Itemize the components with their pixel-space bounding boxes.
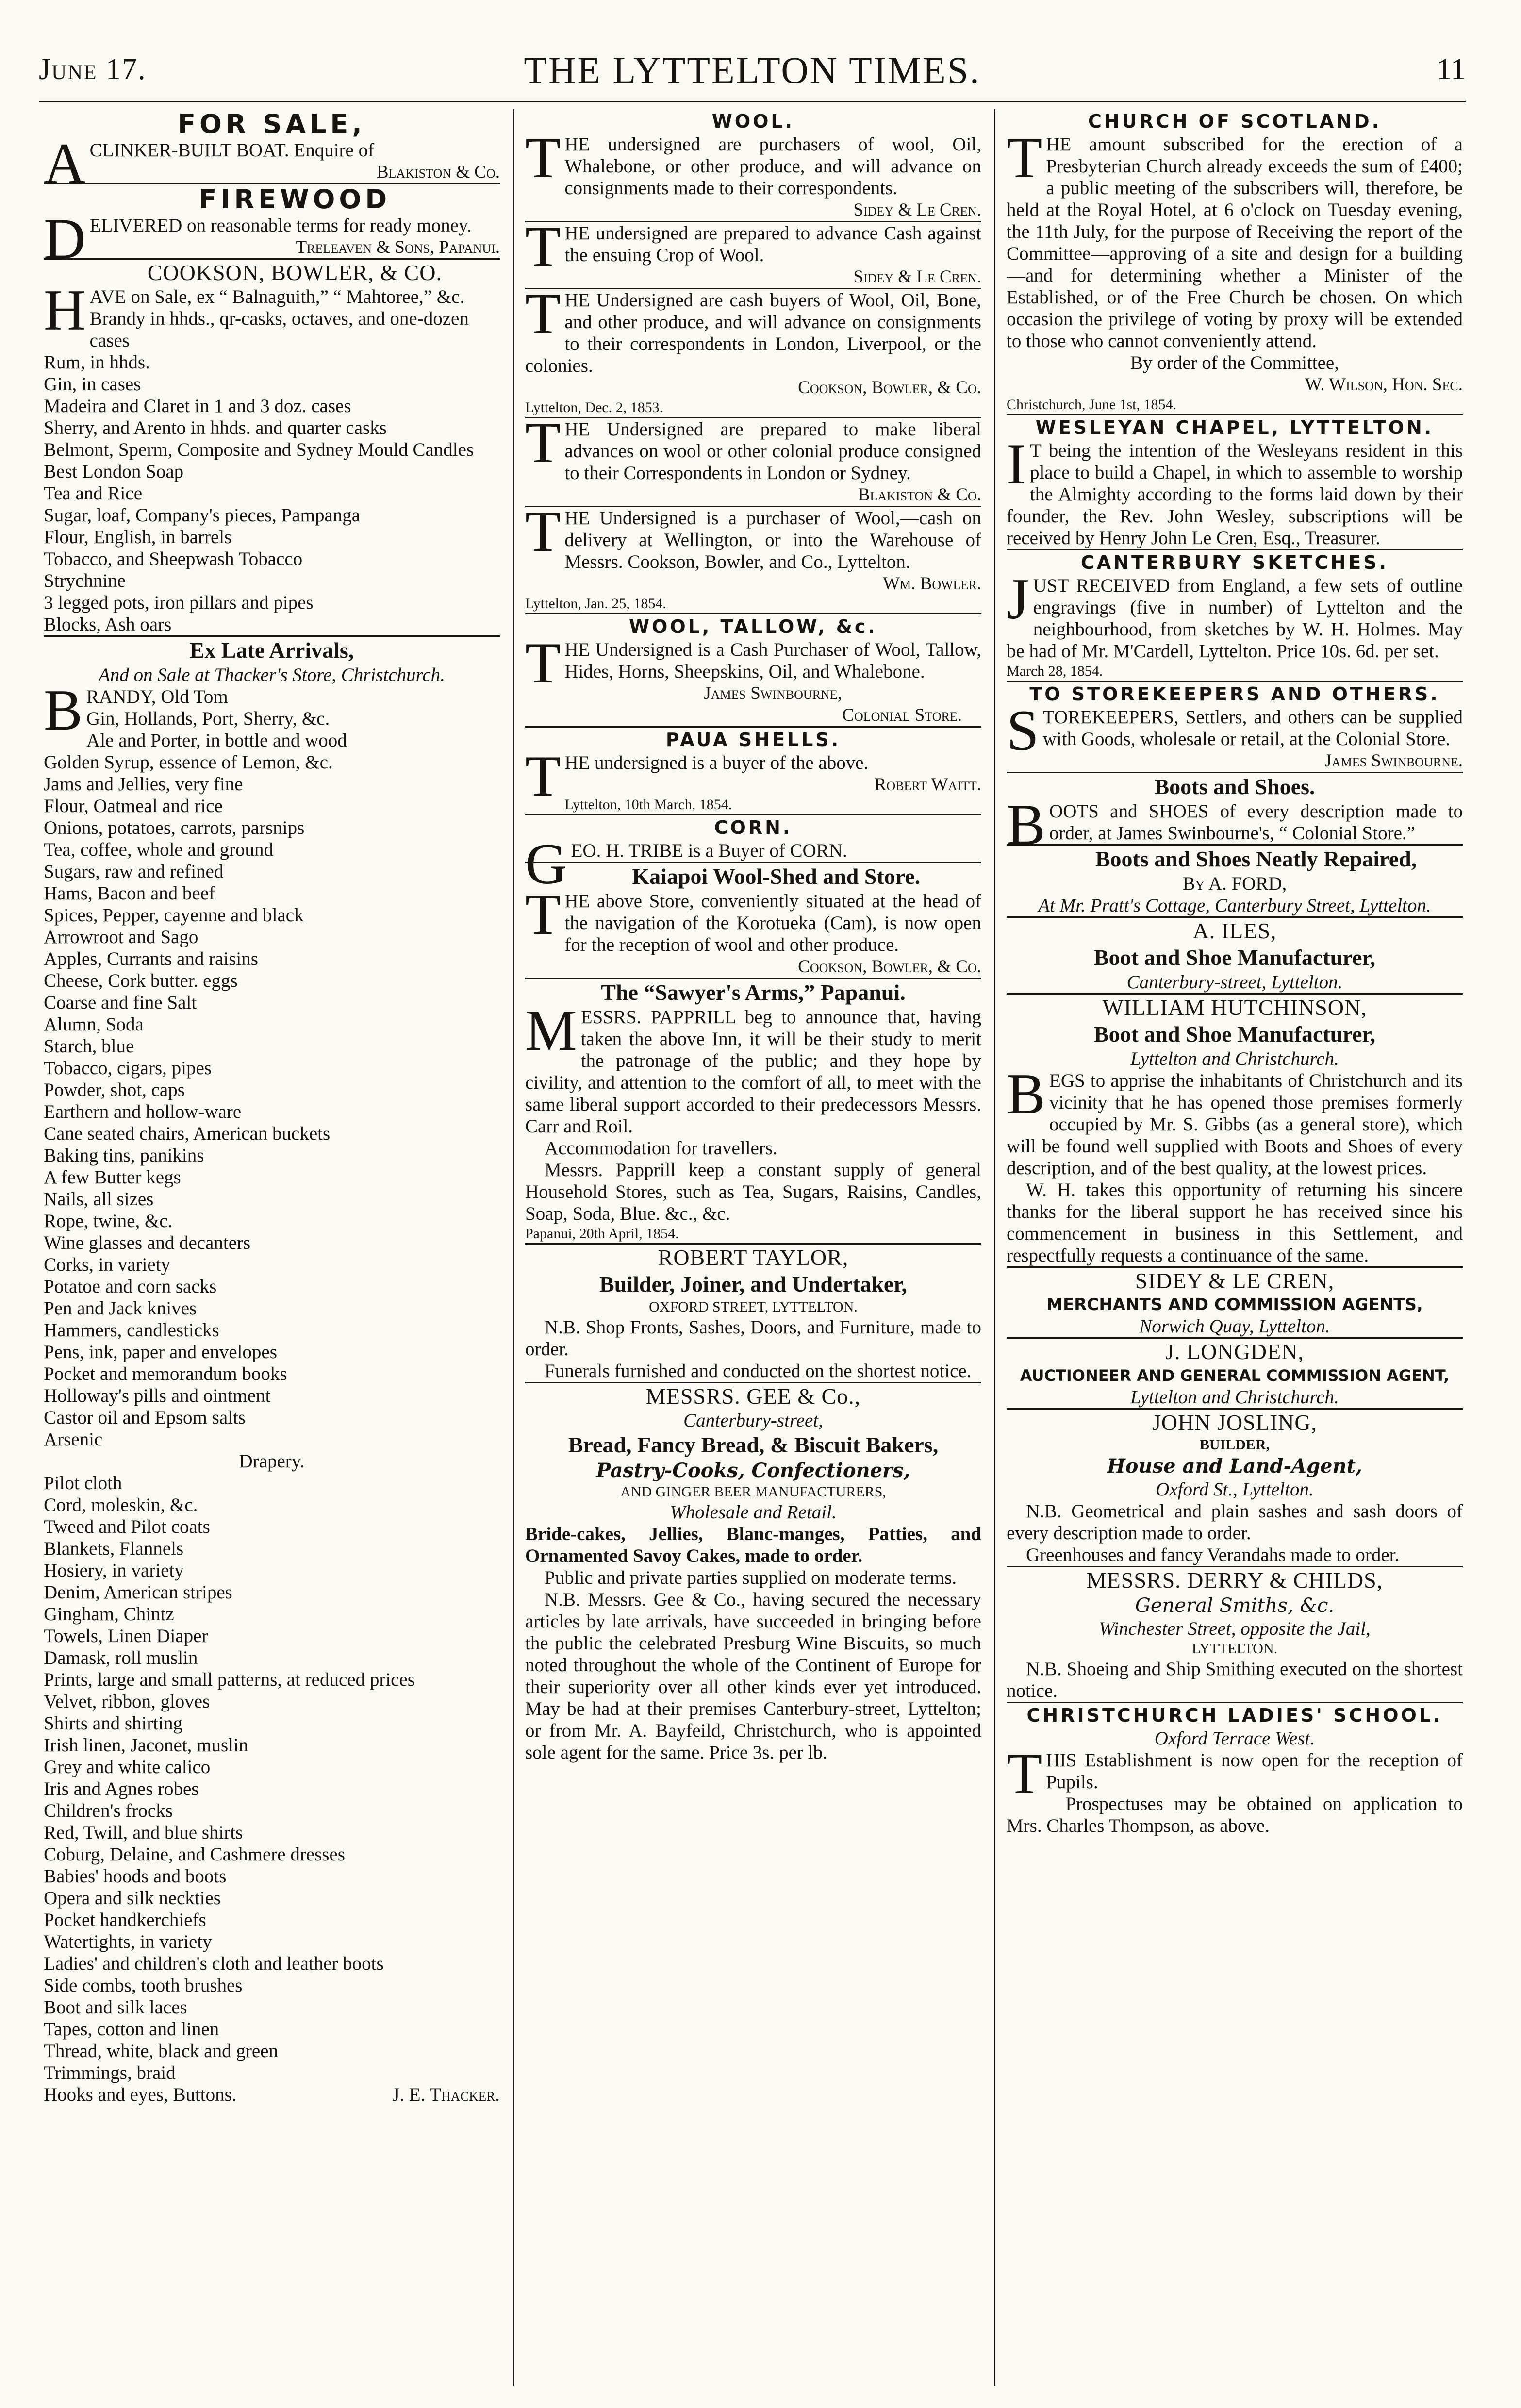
list-item: Tapes, cotton and linen bbox=[44, 2019, 219, 2040]
list-item: Pilot cloth bbox=[44, 1473, 122, 1494]
list-item: Spices, Pepper, cayenne and black bbox=[44, 905, 304, 926]
hutchinson-text: BEGS to apprise the inhabitants of Christchurch and its vicinity that he has opened those premises formerly occupied by Mr. S. Gibbs (as a general store), which will be found well supplied with Boots and Shoes of every description, and of the best quality, at the lowest prices. bbox=[1007, 1062, 1463, 1179]
ladies-prospectus: Prospectuses may be obtained on application to Mrs. Charles Thompson, as above. bbox=[1007, 1794, 1463, 1836]
list-item: Hams, Bacon and beef bbox=[44, 883, 215, 904]
josling-address: Oxford St., Lyttelton. bbox=[1156, 1479, 1314, 1500]
iles-address: Canterbury-street, Lyttelton. bbox=[1126, 972, 1343, 993]
wool-ad-2-signature: Sidey & Le Cren. bbox=[853, 267, 981, 287]
list-item: Side combs, tooth brushes bbox=[44, 1975, 243, 1996]
boots-text: BOOTS and SHOES of every description made to order, at James Swinbourne's, “ Colonial Store.” bbox=[1007, 792, 1463, 857]
tallow-signature: James Swinbourne, bbox=[704, 683, 842, 703]
list-item: Cord, moleskin, &c. bbox=[44, 1495, 198, 1515]
corn-heading: CORN. bbox=[714, 817, 793, 838]
gee-trade-3: AND GINGER BEER MANUFACTURERS, bbox=[620, 1484, 886, 1500]
sidey-heading: SIDEY & LE CREN, bbox=[1135, 1268, 1335, 1293]
boots-heading: Boots and Shoes. bbox=[1154, 774, 1315, 799]
sawyers-accommodation: Accommodation for travellers. bbox=[545, 1138, 777, 1159]
page-number: 11 bbox=[1437, 53, 1466, 86]
firewood-heading: FIREWOOD bbox=[198, 184, 391, 215]
forsale-signature: Blakiston & Co. bbox=[376, 162, 500, 182]
list-item: Pocket handkerchiefs bbox=[44, 1910, 206, 1930]
iles-trade: Boot and Shoe Manufacturer, bbox=[1093, 945, 1376, 970]
sketches-text: JUST RECEIVED from England, a few sets of outline engravings (five in number) of Lyttelton and the neighbourhood, from sketches by W. H. Holmes. May be had of Mr. M'Cardell, Lyttelton. Price 10s. 6d. per set. bbox=[1007, 566, 1463, 662]
list-item: A few Butter kegs bbox=[44, 1167, 181, 1188]
wool-ad-2-text: THE undersigned are prepared to advance Cash against the ensuing Crop of Wool. bbox=[525, 214, 981, 279]
wesleyan-text: IT being the intention of the Wesleyans resident in this place to build a Chapel, in which to assemble to worship the Almighty according to the forms laid down by their founder, the Rev. John Wesley, subscriptions will be received by Henry John Le Cren, Esq., Treasurer. bbox=[1007, 432, 1463, 548]
list-item: Powder, shot, caps bbox=[44, 1079, 185, 1100]
list-item: Coarse and fine Salt bbox=[44, 992, 197, 1013]
list-item: Ale and Porter, in bottle and wood bbox=[86, 730, 347, 751]
longden-trade: AUCTIONEER AND GENERAL COMMISSION AGENT, bbox=[1020, 1366, 1450, 1385]
ladies-heading: CHRISTCHURCH LADIES' SCHOOL. bbox=[1026, 1705, 1443, 1726]
gee-address: Canterbury-street, bbox=[683, 1410, 823, 1431]
storekeepers-signature: James Swinbourne. bbox=[1324, 751, 1463, 771]
list-item: Opera and silk neckties bbox=[44, 1888, 221, 1909]
list-item: Grey and white calico bbox=[44, 1757, 211, 1777]
list-item: Rope, twine, &c. bbox=[44, 1211, 173, 1231]
corn-text: GEO. H. TRIBE is a Buyer of CORN. bbox=[525, 831, 847, 896]
wool-ad-4-signature: Blakiston & Co. bbox=[858, 485, 981, 505]
storekeepers-text: STOREKEEPERS, Settlers, and others can be supplied with Goods, wholesale or retail, at the Colonial Store. bbox=[1007, 698, 1463, 763]
wesleyan-heading: WESLEYAN CHAPEL, LYTTELTON. bbox=[1035, 417, 1434, 438]
arrivals-last-line bbox=[44, 2084, 500, 2106]
list-item: Wine glasses and decanters bbox=[44, 1232, 251, 1253]
list-item: Pocket and memorandum books bbox=[44, 1363, 287, 1384]
taylor-note: N.B. Shop Fronts, Sashes, Doors, and Furniture, made to order. bbox=[525, 1317, 981, 1360]
list-item: Denim, American stripes bbox=[44, 1582, 232, 1603]
list-item: Blocks, Ash oars bbox=[44, 614, 172, 635]
wool-ad-3-text: THE Undersigned are cash buyers of Wool, Oil, Bone, and other produce, and will advance on consignments to their correspondents in London, Liverpool, or the colonies. bbox=[525, 281, 981, 376]
drapery-heading: Drapery. bbox=[239, 1451, 305, 1472]
firewood-text: DELIVERED on reasonable terms for ready money. bbox=[44, 206, 472, 271]
wool-ad-3-date: Lyttelton, Dec. 2, 1853. bbox=[525, 399, 663, 415]
list-item: Castor oil and Epsom salts bbox=[44, 1407, 246, 1428]
hutchinson-address: Lyttelton and Christchurch. bbox=[1130, 1048, 1339, 1069]
wool-ad-1-text: THE undersigned are purchasers of wool, Oil, Whalebone, or other produce, and will advance on consignments made to their correspondents. bbox=[525, 125, 981, 199]
taylor-trade: Builder, Joiner, and Undertaker, bbox=[599, 1272, 907, 1296]
list-item: Rum, in hhds. bbox=[44, 352, 150, 373]
sketches-heading: CANTERBURY SKETCHES. bbox=[1080, 552, 1389, 573]
list-item: Towels, Linen Diaper bbox=[44, 1626, 208, 1646]
arrivals-lead: BRANDY, Old Tom bbox=[44, 678, 228, 742]
gee-note: N.B. Messrs. Gee & Co., having secured the necessary articles by late arrivals, have succeeded in bringing before the public the celebrated Presburg Wine Biscuits, so much noted throughout the whole of the Continent of Europe for their superiority over all other kinds ever yet introduced. May be had at their premises Canterbury-street, Lyttelton; or from Mr. A. Bayfeild, Christchurch, who is appointed sole agent for the same. Price 3s. per lb. bbox=[525, 1589, 981, 1763]
list-item: Red, Twill, and blue shirts bbox=[44, 1822, 243, 1843]
hutchinson-heading: WILLIAM HUTCHINSON, bbox=[1102, 995, 1367, 1020]
ford-address: At Mr. Pratt's Cottage, Canterbury Street, Lyttelton. bbox=[1038, 895, 1431, 916]
longden-heading: J. LONGDEN, bbox=[1165, 1339, 1304, 1364]
gee-wholesale: Wholesale and Retail. bbox=[670, 1502, 837, 1523]
derry-heading: MESSRS. DERRY & CHILDS, bbox=[1086, 1568, 1383, 1593]
list-item: Flour, Oatmeal and rice bbox=[44, 796, 223, 816]
gee-parties: Public and private parties supplied on moderate terms. bbox=[545, 1567, 957, 1588]
church-date: Christchurch, June 1st, 1854. bbox=[1007, 397, 1176, 413]
sawyers-date: Papanui, 20th April, 1854. bbox=[525, 1226, 679, 1242]
forsale-heading: FOR SALE, bbox=[178, 109, 366, 139]
list-item: Ladies' and children's cloth and leather boots bbox=[44, 1953, 384, 1974]
list-item: Damask, roll muslin bbox=[44, 1647, 198, 1668]
josling-greenhouses: Greenhouses and fancy Verandahs made to order. bbox=[1026, 1544, 1400, 1565]
kaiapoi-text: THE above Store, conveniently situated at the head of the navigation of the Korotueka (Cam), is now open for the reception of wool and other produce. bbox=[525, 882, 981, 955]
taylor-funerals: Funerals furnished and conducted on the shortest notice. bbox=[545, 1361, 972, 1381]
list-item: Nails, all sizes bbox=[44, 1189, 154, 1210]
list-item: Pens, ink, paper and envelopes bbox=[44, 1342, 277, 1362]
list-item: Corks, in variety bbox=[44, 1254, 171, 1275]
paua-date: Lyttelton, 10th March, 1854. bbox=[564, 797, 732, 813]
list-item: Apples, Currants and raisins bbox=[44, 948, 258, 969]
taylor-address: OXFORD STREET, LYTTELTON. bbox=[649, 1299, 858, 1315]
arrivals-signature: J. E. Thacker. bbox=[392, 2084, 500, 2105]
list-item: Gin, Hollands, Port, Sherry, &c. bbox=[86, 708, 330, 729]
josling-note: N.B. Geometrical and plain sashes and sash doors of every description made to order. bbox=[1007, 1501, 1463, 1544]
list-item: Thread, white, black and green bbox=[44, 2041, 278, 2061]
cookson-heading: COOKSON, BOWLER, & CO. bbox=[147, 260, 442, 285]
sidey-address: Norwich Quay, Lyttelton. bbox=[1139, 1316, 1330, 1337]
ford-heading: Boots and Shoes Neatly Repaired, bbox=[1095, 847, 1417, 871]
list-item: Tea and Rice bbox=[44, 483, 142, 504]
church-signature: W. Wilson, Hon. Sec. bbox=[1305, 375, 1463, 395]
list-item: Boot and silk laces bbox=[44, 1997, 187, 2018]
list-item: Potatoe and corn sacks bbox=[44, 1276, 217, 1297]
list-item: Alumn, Soda bbox=[44, 1014, 144, 1035]
list-item: Sugar, loaf, Company's pieces, Pampanga bbox=[44, 505, 361, 526]
hutchinson-trade: Boot and Shoe Manufacturer, bbox=[1093, 1022, 1376, 1046]
list-item: Madeira and Claret in 1 and 3 doz. cases bbox=[44, 396, 351, 416]
cookson-lead: HAVE on Sale, ex “ Balnaguith,” “ Mahtoree,” &c. bbox=[44, 278, 465, 342]
taylor-heading: ROBERT TAYLOR, bbox=[658, 1245, 849, 1270]
hutchinson-thanks: W. H. takes this opportunity of returning his sincere thanks for the liberal support he has received since his commencement in business in this Settlement, and respectfully requests a continuance of the same. bbox=[1007, 1179, 1463, 1266]
list-item: Hosiery, in variety bbox=[44, 1560, 184, 1581]
ladies-text: THIS Establishment is now open for the reception of Pupils. bbox=[1007, 1741, 1463, 1806]
tallow-signature-store: Colonial Store. bbox=[842, 705, 962, 725]
josling-builder: BUILDER, bbox=[1199, 1437, 1270, 1453]
list-item: Iris and Agnes robes bbox=[44, 1778, 199, 1799]
list-item: Arrowroot and Sago bbox=[44, 927, 198, 947]
wool-ad-4-text: THE Undersigned are prepared to make liberal advances on wool or other colonial produce consigned to their Correspondents in London or Sydney. bbox=[525, 410, 981, 483]
josling-agent: House and Land-Agent, bbox=[1107, 1455, 1362, 1478]
gee-trade-2: Pastry-Cooks, Confectioners, bbox=[596, 1459, 910, 1482]
paua-heading: PAUA SHELLS. bbox=[665, 729, 841, 750]
wool-ad-3-signature: Cookson, Bowler, & Co. bbox=[798, 378, 981, 398]
list-item: Shirts and shirting bbox=[44, 1713, 183, 1734]
list-item: 3 legged pots, iron pillars and pipes bbox=[44, 592, 314, 613]
list-item: Hammers, candlesticks bbox=[44, 1320, 219, 1341]
column-3 bbox=[1007, 109, 1463, 2391]
arrivals-last-item: Hooks and eyes, Buttons. bbox=[44, 2084, 237, 2105]
list-item: Jams and Jellies, very fine bbox=[44, 774, 243, 795]
kaiapoi-signature: Cookson, Bowler, & Co. bbox=[798, 957, 981, 977]
list-item: Sugars, raw and refined bbox=[44, 861, 224, 882]
list-item: Cheese, Cork butter. eggs bbox=[44, 970, 238, 991]
issue-date: June 17. bbox=[39, 53, 147, 86]
sawyers-stores: Messrs. Papprill keep a constant supply of general Household Stores, such as Tea, Sugars, Raisins, Candles, Soap, Soda, Blue. &c., &c. bbox=[525, 1160, 981, 1224]
wool-ad-5-text: THE Undersigned is a purchaser of Wool,—cash on delivery at Wellington, or into the Warehouse of Messrs. Cookson, Bowler, and Co., Lyttelton. bbox=[525, 499, 981, 572]
list-item: Children's frocks bbox=[44, 1800, 173, 1821]
cookson-list bbox=[44, 308, 500, 635]
list-item: Tobacco, cigars, pipes bbox=[44, 1058, 212, 1079]
list-item: Pen and Jack knives bbox=[44, 1298, 197, 1319]
column-rule-2 bbox=[994, 109, 995, 2386]
list-item: Strychnine bbox=[44, 570, 126, 591]
gee-trade: Bread, Fancy Bread, & Biscuit Bakers, bbox=[568, 1432, 939, 1457]
list-item: Babies' hoods and boots bbox=[44, 1866, 227, 1887]
wool-ad-5-signature: Wm. Bowler. bbox=[883, 574, 981, 594]
church-order: By order of the Committee, bbox=[1130, 352, 1339, 373]
list-item: Velvet, ribbon, gloves bbox=[44, 1691, 210, 1712]
storekeepers-heading: TO STOREKEEPERS AND OTHERS. bbox=[1029, 683, 1440, 705]
derry-address-2: LYTTELTON. bbox=[1191, 1641, 1278, 1657]
tallow-heading: WOOL, TALLOW, &c. bbox=[629, 616, 877, 637]
list-item: Cane seated chairs, American buckets bbox=[44, 1123, 331, 1144]
sketches-date: March 28, 1854. bbox=[1007, 663, 1103, 679]
arrivals-list bbox=[44, 708, 500, 1450]
list-item: Starch, blue bbox=[44, 1036, 134, 1057]
list-item: Sherry, and Arento in hhds. and quarter casks bbox=[44, 417, 387, 438]
sawyers-text: MESSRS. PAPPRILL beg to announce that, having taken the above Inn, it will be their study to merit the patronage of the public; and they hope by civility, and attention to the comfort of all, to meet with the same liberal support accorded to their predecessors Messrs. Carr and Roil. bbox=[525, 998, 981, 1137]
josling-heading: JOHN JOSLING, bbox=[1152, 1410, 1318, 1435]
list-item: Tea, coffee, whole and ground bbox=[44, 839, 274, 860]
list-item: Brandy in hhds., qr-casks, octaves, and one-dozen cases bbox=[89, 308, 469, 351]
tallow-text: THE Undersigned is a Cash Purchaser of Wool, Tallow, Hides, Horns, Sheepskins, Oil, and Whalebone. bbox=[525, 631, 981, 695]
arrivals-subheading: And on Sale at Thacker's Store, Christchurch. bbox=[99, 664, 445, 685]
list-item: Belmont, Sperm, Composite and Sydney Mould Candles bbox=[44, 439, 474, 460]
longden-address: Lyttelton and Christchurch. bbox=[1130, 1387, 1339, 1408]
list-item: Tweed and Pilot coats bbox=[44, 1516, 210, 1537]
derry-note: N.B. Shoeing and Ship Smithing executed on the shortest notice. bbox=[1007, 1659, 1463, 1701]
list-item: Golden Syrup, essence of Lemon, &c. bbox=[44, 752, 333, 773]
forsale-text: ACLINKER-BUILT BOAT. Enquire of bbox=[44, 131, 375, 196]
sawyers-heading: The “Sawyer's Arms,” Papanui. bbox=[601, 980, 906, 1005]
list-item: Baking tins, panikins bbox=[44, 1145, 204, 1166]
wool-heading: WOOL. bbox=[711, 111, 795, 132]
list-item: Blankets, Flannels bbox=[44, 1538, 184, 1559]
masthead-rule bbox=[39, 100, 1466, 102]
wool-ad-1-signature: Sidey & Le Cren. bbox=[853, 200, 981, 220]
firewood-signature: Treleaven & Sons, Papanui. bbox=[296, 237, 500, 257]
ladies-address: Oxford Terrace West. bbox=[1154, 1728, 1315, 1749]
list-item: Flour, English, in barrels bbox=[44, 527, 232, 548]
list-item: Watertights, in variety bbox=[44, 1931, 212, 1952]
list-item: Onions, potatoes, carrots, parsnips bbox=[44, 817, 305, 838]
derry-address: Winchester Street, opposite the Jail, bbox=[1099, 1618, 1371, 1639]
paua-text: THE undersigned is a buyer of the above. bbox=[525, 744, 869, 808]
list-item: Gingham, Chintz bbox=[44, 1604, 174, 1625]
arrivals-heading: Ex Late Arrivals, bbox=[189, 638, 354, 663]
list-item: Holloway's pills and ointment bbox=[44, 1385, 271, 1406]
list-item: Gin, in cases bbox=[44, 374, 141, 395]
column-2 bbox=[525, 109, 981, 2391]
list-item: Best London Soap bbox=[44, 461, 184, 482]
list-item: Prints, large and small patterns, at reduced prices bbox=[44, 1669, 415, 1690]
gee-cakes: Bride-cakes, Jellies, Blanc-manges, Patties, and Ornamented Savoy Cakes, made to order. bbox=[525, 1524, 981, 1566]
paua-signature: Robert Waitt. bbox=[874, 775, 981, 795]
column-rule-1 bbox=[513, 109, 514, 2386]
column-1 bbox=[44, 109, 500, 2391]
list-item: Coburg, Delaine, and Cashmere dresses bbox=[44, 1844, 345, 1865]
ford-by: By A. FORD, bbox=[1182, 873, 1287, 894]
wool-ad-5-date: Lyttelton, Jan. 25, 1854. bbox=[525, 596, 666, 612]
church-text: THE amount subscribed for the erection of a Presbyterian Church already exceeds the sum of £400; a public meeting of the subscribers will, therefore, be held at the Royal Hotel, at 6 o'clock on Tuesday evening, the 11th July, for the purpose of Receiving the report of the Committee—approving of a site and design for a building—and for determining whether a Minister of the Established, or of the Free Church be chosen. On which occasion the privilege of voting by proxy will be extended to those who cannot conveniently attend. bbox=[1007, 125, 1463, 351]
list-item: Earthern and hollow-ware bbox=[44, 1101, 242, 1122]
derry-trade: General Smiths, &c. bbox=[1135, 1594, 1335, 1617]
newspaper-title: THE LYTTELTON TIMES. bbox=[524, 49, 981, 91]
list-item: Trimmings, braid bbox=[44, 2062, 176, 2083]
sidey-trade: MERCHANTS AND COMMISSION AGENTS, bbox=[1046, 1295, 1423, 1314]
iles-heading: A. ILES, bbox=[1192, 918, 1277, 943]
list-item: Tobacco, and Sheepwash Tobacco bbox=[44, 548, 303, 569]
drapery-list bbox=[44, 1472, 500, 2084]
kaiapoi-heading: Kaiapoi Wool-Shed and Store. bbox=[632, 864, 921, 889]
masthead bbox=[39, 44, 1466, 97]
list-item: Arsenic bbox=[44, 1429, 103, 1450]
gee-heading: MESSRS. GEE & Co., bbox=[645, 1384, 861, 1409]
church-heading: CHURCH OF SCOTLAND. bbox=[1088, 111, 1382, 132]
list-item: Irish linen, Jaconet, muslin bbox=[44, 1735, 248, 1756]
